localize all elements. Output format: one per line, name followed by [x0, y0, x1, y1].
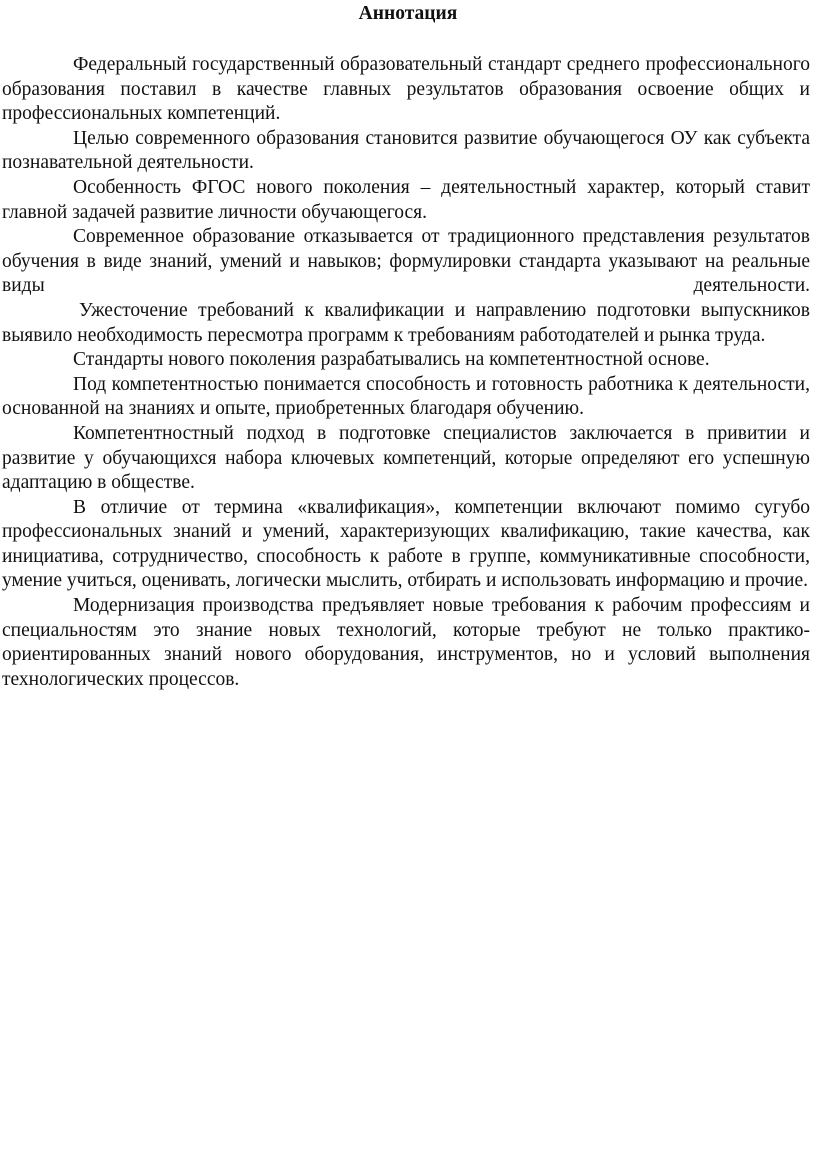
paragraph-6: Стандарты нового поколения разрабатывались на компетентностной основе. [73, 349, 710, 371]
paragraph-2: Целью современного образования становится развитие обучающегося ОУ как субъекта познавательной деятельности. [2, 127, 810, 174]
paragraph-3: Особенность ФГОС нового поколения – деятельностный характер, который ставит главной задачей развитие личности обучающегося. [2, 176, 810, 223]
paragraph-8: Компетентностный подход в подготовке специалистов заключается в привитии и развитие у обучающихся набора ключевых компетенций, которые определяют его успешную адаптацию в обществе. [2, 422, 810, 494]
paragraph-5: Ужесточение требований к квалификации и направлению подготовки выпускников выявило необходимость пересмотра программ к требованиям работодателей и рынка труда. [2, 299, 810, 346]
document-title: Аннотация [358, 3, 458, 24]
paragraph-1: Федеральный государственный образовательный стандарт среднего профессионального образования поставил в качестве главных результатов образования освоение общих и профессиональных компетенций. [2, 54, 810, 125]
paragraph-4: Современное образование отказывается от традиционного представления результатов обучения в виде знаний, умений и навыков; формулировки стандарта указывают на реальные виды деятельности. [2, 226, 810, 297]
paragraph-9: В отличие от термина «квалификация», компетенции включают помимо сугубо профессиональных знаний и умений, характеризующих квалификацию, такие качества, как инициатива, сотрудничество, способность к работе в группе, коммуникативные способности, умение учиться, оценивать, логически мыслить, отбирать и использовать информацию и прочие. [2, 496, 810, 592]
document-body [2, 53, 810, 692]
paragraph-10: Модернизация производства предъявляет новые требования к рабочим профессиям и специальностям это знание новых технологий, которые требуют не только практико-ориентированных знаний нового оборудования, инструментов, но и условий выполнения технологических процессов. [2, 595, 810, 690]
paragraph-7: Под компетентностью понимается способность и готовность работника к деятельности, основанной на знаниях и опыте, приобретенных благодаря обучению. [2, 373, 810, 420]
